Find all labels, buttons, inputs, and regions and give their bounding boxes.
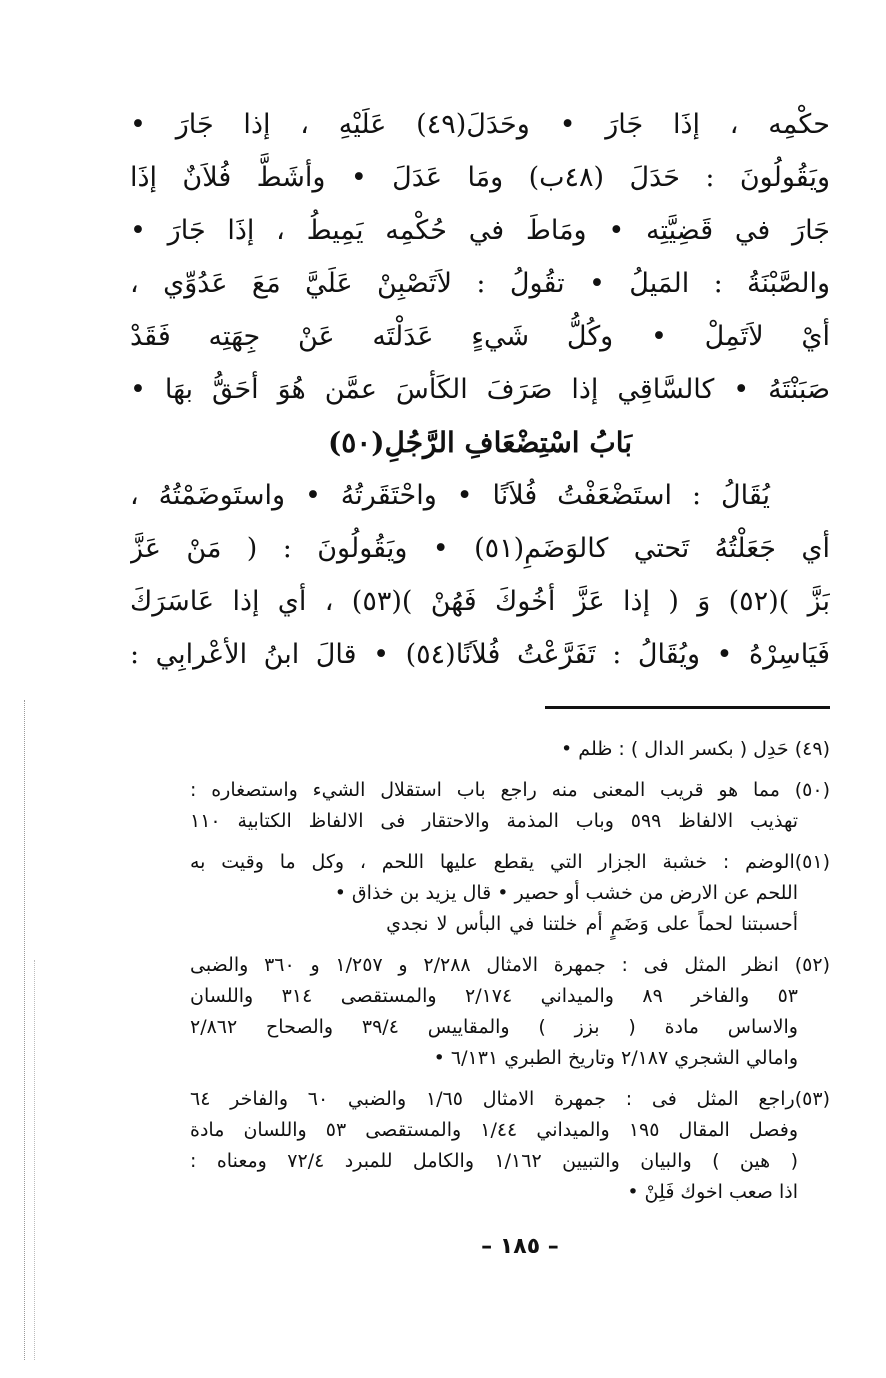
text-line: والصَّبْنَةُ : المَيلُ • تقُولُ : لاَتَصْبِنْ عَلَيَّ مَعَ عَدُوِّي ،	[130, 268, 830, 299]
footnote-separator	[545, 706, 830, 709]
footnote-line: (٥١)الوضم : خشبة الجزار التي يقطع عليها اللحم ، وكل ما وقيت به	[190, 851, 830, 873]
footnote-line: ٥٣ والفاخر ٨٩ والميداني ٢/١٧٤ والمستقصى ٣١٤ واللسان	[190, 985, 798, 1007]
footnote-verse: أحسبتنا لحماً على وَضَمٍ أم خلتنا في البأس لا نجدي	[386, 913, 798, 935]
text-line: يُقَالُ : استَضْعَفْتُ فُلاَنًا • واحْتَقَرتُهُ • واستَوضَمْتُهُ ،	[130, 480, 770, 511]
page-number: – ١٨٥ –	[481, 1234, 559, 1259]
footnote-number: (٥٠)	[794, 779, 830, 801]
footnote-line: وامالي الشجري ٢/١٨٧ وتاريخ الطبري ٦/١٣١ •	[433, 1047, 798, 1069]
footnote-line: تهذيب الالفاظ ٥٩٩ وباب المذمة والاحتقار فى الالفاظ الكتابية ١١٠	[190, 810, 798, 832]
footnote-51	[190, 847, 830, 940]
footnote-50	[190, 775, 830, 837]
scan-gutter-marks-secondary	[34, 960, 39, 1360]
scan-gutter-marks	[24, 700, 31, 1360]
text-line: صَبَنْتَهُ • كالسَّاقِي إذا صَرَفَ الكَأسَ عمَّن هُوَ أحَقُّ بهَا •	[130, 374, 830, 405]
footnote-49	[190, 734, 830, 765]
text-line: ويَقُولُونَ : حَدَلَ (٤٨ب) ومَا عَدَلَ • وأشَطَّ فُلاَنٌ إذَا	[130, 162, 830, 193]
text-line: بَزَّ )(٥٢) وَ ( إذا عَزَّ أخُوكَ فَهُنْ )(٥٣) ، أي إذا عَاسَرَكَ	[130, 586, 830, 617]
footnote-number: (٥١)	[794, 851, 830, 873]
section-heading: بَابُ اسْتِضْعَافِ الرَّجُلِ(٥٠)	[327, 426, 633, 459]
footnote-number: (٤٩)	[794, 738, 830, 760]
text-line: فَيَاسِرْهُ • ويُقَالُ : تَفَرَّعْتُ فُلاَنًا(٥٤) • قالَ ابنُ الأعْرابِي :	[130, 639, 830, 670]
footnote-number: (٥٣)	[794, 1088, 830, 1110]
footnote-53	[190, 1084, 830, 1208]
footnote-52	[190, 950, 830, 1074]
text-line: أي جَعَلْتُهُ تَحتي كالوَضَمِ(٥١) • ويَقُولُونَ : ( مَنْ عَزَّ	[130, 533, 830, 564]
footnote-number: (٥٢)	[794, 954, 830, 976]
text-line: أيْ لاَتَمِلْ • وكُلُّ شَيءٍ عَدَلْتَه عَنْ جِهَتِه فَقَدْ	[130, 321, 830, 352]
footnote-line: (٥٢) انظر المثل فى : جمهرة الامثال ٢/٢٨٨ و ١/٢٥٧ و ٣٦٠ والضبى	[190, 954, 830, 976]
footnotes	[190, 734, 830, 1218]
main-text	[130, 98, 830, 681]
footnote-line: ( هين ) والبيان والتبيين ١/١٦٢ والكامل للمبرد ٧٢/٤ ومعناه :	[190, 1150, 798, 1172]
footnote-line: والاساس مادة ( بزز ) والمقاييس ٣٩/٤ والصحاح ٢/٨٦٢	[190, 1016, 798, 1038]
footnote-line: (٥٣)راجع المثل فى : جمهرة الامثال ١/٦٥ والضبي ٦٠ والفاخر ٦٤	[190, 1088, 830, 1110]
footnote-line: (٥٠) مما هو قريب المعنى منه راجع باب استقلال الشيء واستصغاره :	[190, 779, 830, 801]
footnote-line: وفصل المقال ١٩٥ والميداني ١/٤٤ والمستقصى ٥٣ واللسان مادة	[190, 1119, 799, 1141]
text-line: جَارَ في قَضِيَّتِه • ومَاطَ في حُكْمِه يَمِيطُ ، إذَا جَارَ •	[130, 215, 830, 246]
footnote-line: اذا صعب اخوك فَلِنْ •	[627, 1181, 798, 1203]
text-line: حكْمِه ، إذَا جَارَ • وحَدَلَ(٤٩) عَلَيْهِ ، إذا جَارَ •	[130, 109, 830, 140]
footnote-line: اللحم عن الارض من خشب أو حصير • قال يزيد بن خذاق •	[334, 882, 798, 904]
footnote-line: (٤٩) حَدِل ( بكسر الدال ) : ظلم •	[561, 738, 830, 760]
